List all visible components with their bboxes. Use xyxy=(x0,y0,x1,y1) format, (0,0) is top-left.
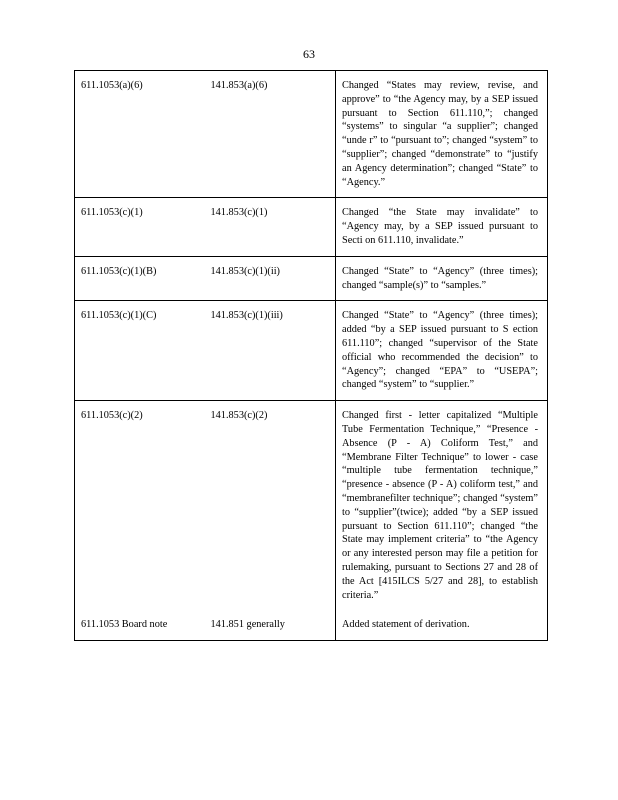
federal-section-cell xyxy=(205,401,336,641)
table-row xyxy=(75,71,548,198)
change-description-cell: Changed “the State may invalidate” to “Agency may, by a SEP issued pursuant to Secti on 611.110, invalidate.” xyxy=(336,198,548,256)
il-section-text-2: 611.1053 Board note xyxy=(81,619,168,631)
change-description-text: Changed first - letter capitalized “Multiple Tube Fermentation Technique,” “Presence - Absence (P - A) Coliform Test,” and “Membrane Filter Technique” to lower - case “multiple tube fermentation technique,” “presence - absence (P - A) coliform test,” and “membranefilter technique”; changed “system” to “supplier”(twice); added “by a SEP issued pursuant to Section 611.110”; changed “the State may implement criteria” to “the Agency or any interested person may file a petition for rulemaking, pursuant to Sections 27 and 28 of the Act [415ILCS 5/27 and 28], to establish criteria.” xyxy=(342,410,538,601)
federal-section-cell: 141.853(c)(1) xyxy=(205,198,336,256)
page-number: 63 xyxy=(303,47,315,61)
change-description-cell: Changed “States may review, revise, and approve” to “the Agency may, by a SEP issued pursuant to Section 611.110,”; changed “systems” to singular “a supplier”; changed “unde r” to “pursuant to”; changed “system” to “supplier”; changed “demonstrate” to “justify an Agency determination”; changed “State” to “Agency.” xyxy=(336,71,548,198)
il-section-text: 611.1053(c)(2) xyxy=(81,410,143,422)
derivation-table xyxy=(74,70,548,641)
federal-section-cell: 141.853(c)(1)(ii) xyxy=(205,256,336,301)
il-section-cell xyxy=(75,401,205,641)
table-row xyxy=(75,198,548,256)
il-section-cell: 611.1053(c)(1) xyxy=(75,198,205,256)
table-row xyxy=(75,256,548,301)
federal-section-text: 141.853(c)(2) xyxy=(210,410,268,422)
il-section-cell: 611.1053(c)(1)(B) xyxy=(75,256,205,301)
change-description-cell: Changed “State” to “Agency” (three times); changed “sample(s)” to “samples.” xyxy=(336,256,548,301)
federal-section-cell: 141.853(a)(6) xyxy=(205,71,336,198)
change-description-text-2: Added statement of derivation. xyxy=(342,619,470,631)
change-description-cell xyxy=(336,401,548,641)
table-row xyxy=(75,401,548,641)
change-description-cell: Changed “State” to “Agency” (three times); added “by a SEP issued pursuant to S ection 611.110”; changed “supervisor of the State official who recommended the decision” to “Agency”; changed “EPA” to “USEPA”; changed “system” to “supplier.” xyxy=(336,301,548,401)
table-row xyxy=(75,301,548,401)
il-section-cell: 611.1053(a)(6) xyxy=(75,71,205,198)
federal-section-text-2: 141.851 generally xyxy=(210,619,285,631)
federal-section-cell: 141.853(c)(1)(iii) xyxy=(205,301,336,401)
il-section-cell: 611.1053(c)(1)(C) xyxy=(75,301,205,401)
